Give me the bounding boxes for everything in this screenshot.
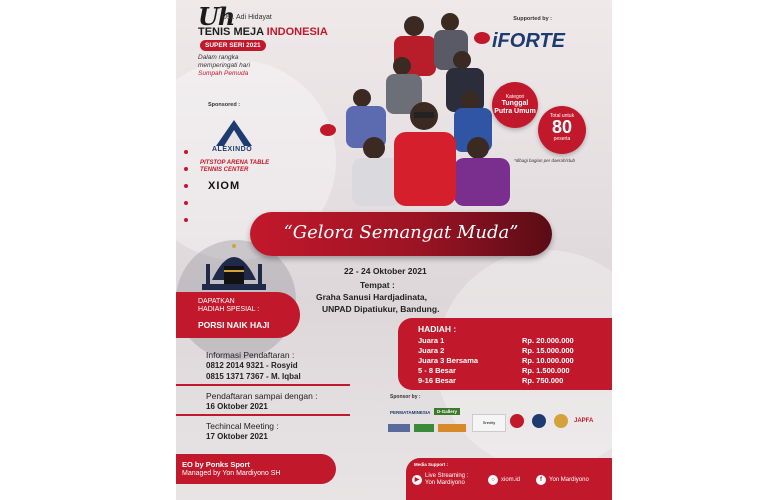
decor-dots	[184, 150, 190, 235]
sponsor-badge-icon	[532, 414, 546, 428]
prize-name: Juara 2	[418, 346, 445, 355]
prize-row	[418, 356, 598, 366]
sponsor-dgallery: D-Gallery	[434, 408, 460, 415]
prize-row	[418, 366, 598, 376]
decor-dot	[184, 201, 188, 205]
prize-name: 5 - 8 Besar	[418, 366, 456, 375]
category-label: Kategori	[505, 94, 525, 100]
event-date: 22 - 24 Oktober 2021	[344, 266, 427, 276]
prize-value: Rp. 1.500.000	[522, 366, 570, 375]
sponsor-japfa: JAPFA	[574, 418, 594, 424]
prize-name: Juara 3 Bersama	[418, 356, 479, 365]
prize-row	[418, 376, 598, 386]
youtube-icon: ▶	[412, 475, 422, 485]
organizer-name: Ust. Adi Hidayat	[222, 14, 272, 21]
deadline-value: 16 Oktober 2021	[206, 402, 268, 411]
uh-logo: Uh	[198, 2, 235, 31]
live-label: Live Streaming :	[425, 473, 469, 479]
registration-label: Informasi Pendaftaran :	[206, 350, 295, 360]
kaaba-icon	[202, 240, 266, 292]
sponsor-badge-icon	[510, 414, 524, 428]
participants-badge	[538, 106, 586, 154]
sponsor-badge-icon	[554, 414, 568, 428]
live-name: Yon Mardiyono	[425, 480, 465, 486]
special-prize-box	[176, 292, 300, 338]
deadline-label: Pendaftaran sampai dengan :	[206, 391, 318, 401]
venue-label: Tempat :	[360, 280, 395, 290]
eo-line1: EO by Ponks Sport	[182, 460, 250, 469]
sponsor-logo-small	[414, 424, 434, 432]
slogan-text: “Gelora Semangat Muda”	[283, 222, 519, 243]
special-prize-line: HADIAH SPESIAL :	[198, 306, 260, 313]
participants-unit: peserta	[553, 136, 571, 142]
decor-dot	[184, 218, 188, 222]
commemoration-line: memperingati hari	[198, 62, 251, 69]
meeting-label: Techincal Meeting :	[206, 421, 279, 431]
sponsor-label: Sponsor by :	[390, 394, 421, 400]
instagram-icon: ○	[488, 475, 498, 485]
venue-line1: Graha Sanusi Hardjadinata,	[316, 292, 428, 302]
divider	[176, 414, 350, 416]
eo-box	[176, 454, 336, 484]
media-label: Media Support :	[414, 462, 448, 467]
eo-line2: Managed by Yon Mardiyono SH	[182, 470, 281, 477]
meeting-value: 17 Oktober 2021	[206, 432, 268, 441]
pitstop-logo: PITSTOP ARENA TABLE TENNIS CENTER	[200, 160, 270, 173]
commemoration-line: Sumpah Pemuda	[198, 70, 249, 77]
prize-row	[418, 336, 598, 346]
decor-dot	[184, 167, 188, 171]
participants-note: *dibagi bagian per daerah/club	[514, 158, 576, 163]
registration-contact2: 0815 1371 7367 - M. Iqbal	[206, 372, 301, 381]
xiom-logo: XIOM	[208, 180, 241, 192]
supported-label: Supported by :	[513, 16, 552, 22]
site-name: xiom.id	[501, 477, 521, 483]
series-badge: SUPER SERI 2021	[200, 40, 266, 51]
decor-dot	[184, 150, 188, 154]
special-prize-line: DAPATKAN	[198, 298, 235, 305]
title-part1: TENIS MEJA	[198, 26, 267, 38]
fb-name: Yon Mardiyono	[549, 477, 589, 483]
category-value: Tunggal Putra Umum	[494, 100, 536, 115]
prize-value: Rp. 15.000.000	[522, 346, 574, 355]
special-prize-value: PORSI NAIK HAJI	[198, 320, 270, 330]
title-part2: INDONESIA	[266, 26, 328, 38]
sponsor-logo-small	[388, 424, 410, 432]
prize-name: 9-16 Besar	[418, 376, 456, 385]
special-prize-heading	[198, 298, 298, 314]
decor-dot	[184, 184, 188, 188]
media-support-box	[406, 458, 612, 500]
divider	[176, 384, 350, 386]
prize-value: Rp. 20.000.000	[522, 336, 574, 345]
live-streaming	[425, 473, 468, 487]
prize-box	[398, 318, 612, 390]
prize-value: Rp. 10.000.000	[522, 356, 574, 365]
participants-count: 80	[551, 117, 573, 137]
slogan-banner	[250, 212, 552, 256]
facebook-icon: f	[536, 475, 546, 485]
venue-line2: UNPAD Dipatiukur, Bandung.	[322, 304, 440, 314]
sponsored-label: Sponsored :	[208, 102, 241, 108]
prize-name: Juara 1	[418, 336, 445, 345]
iforte-logo: iFORTE	[492, 30, 565, 52]
prize-title: HADIAH :	[418, 324, 457, 334]
sponsor-logo-small	[438, 424, 466, 432]
prize-value: Rp. 750.000	[522, 376, 564, 385]
prize-row	[418, 346, 598, 356]
alexindo-name: ALEXINDO	[212, 146, 253, 153]
sponsor-srenity: Srenity	[472, 414, 506, 432]
registration-contact1: 0812 2014 9321 - Rosyid	[206, 361, 298, 370]
event-poster	[176, 0, 612, 500]
sponsor-permata: PERMATAMINESIA	[390, 410, 431, 415]
participants-label: Total untuk	[549, 113, 575, 119]
category-badge	[492, 82, 538, 128]
commemoration-line: Dalam rangka	[198, 54, 239, 61]
